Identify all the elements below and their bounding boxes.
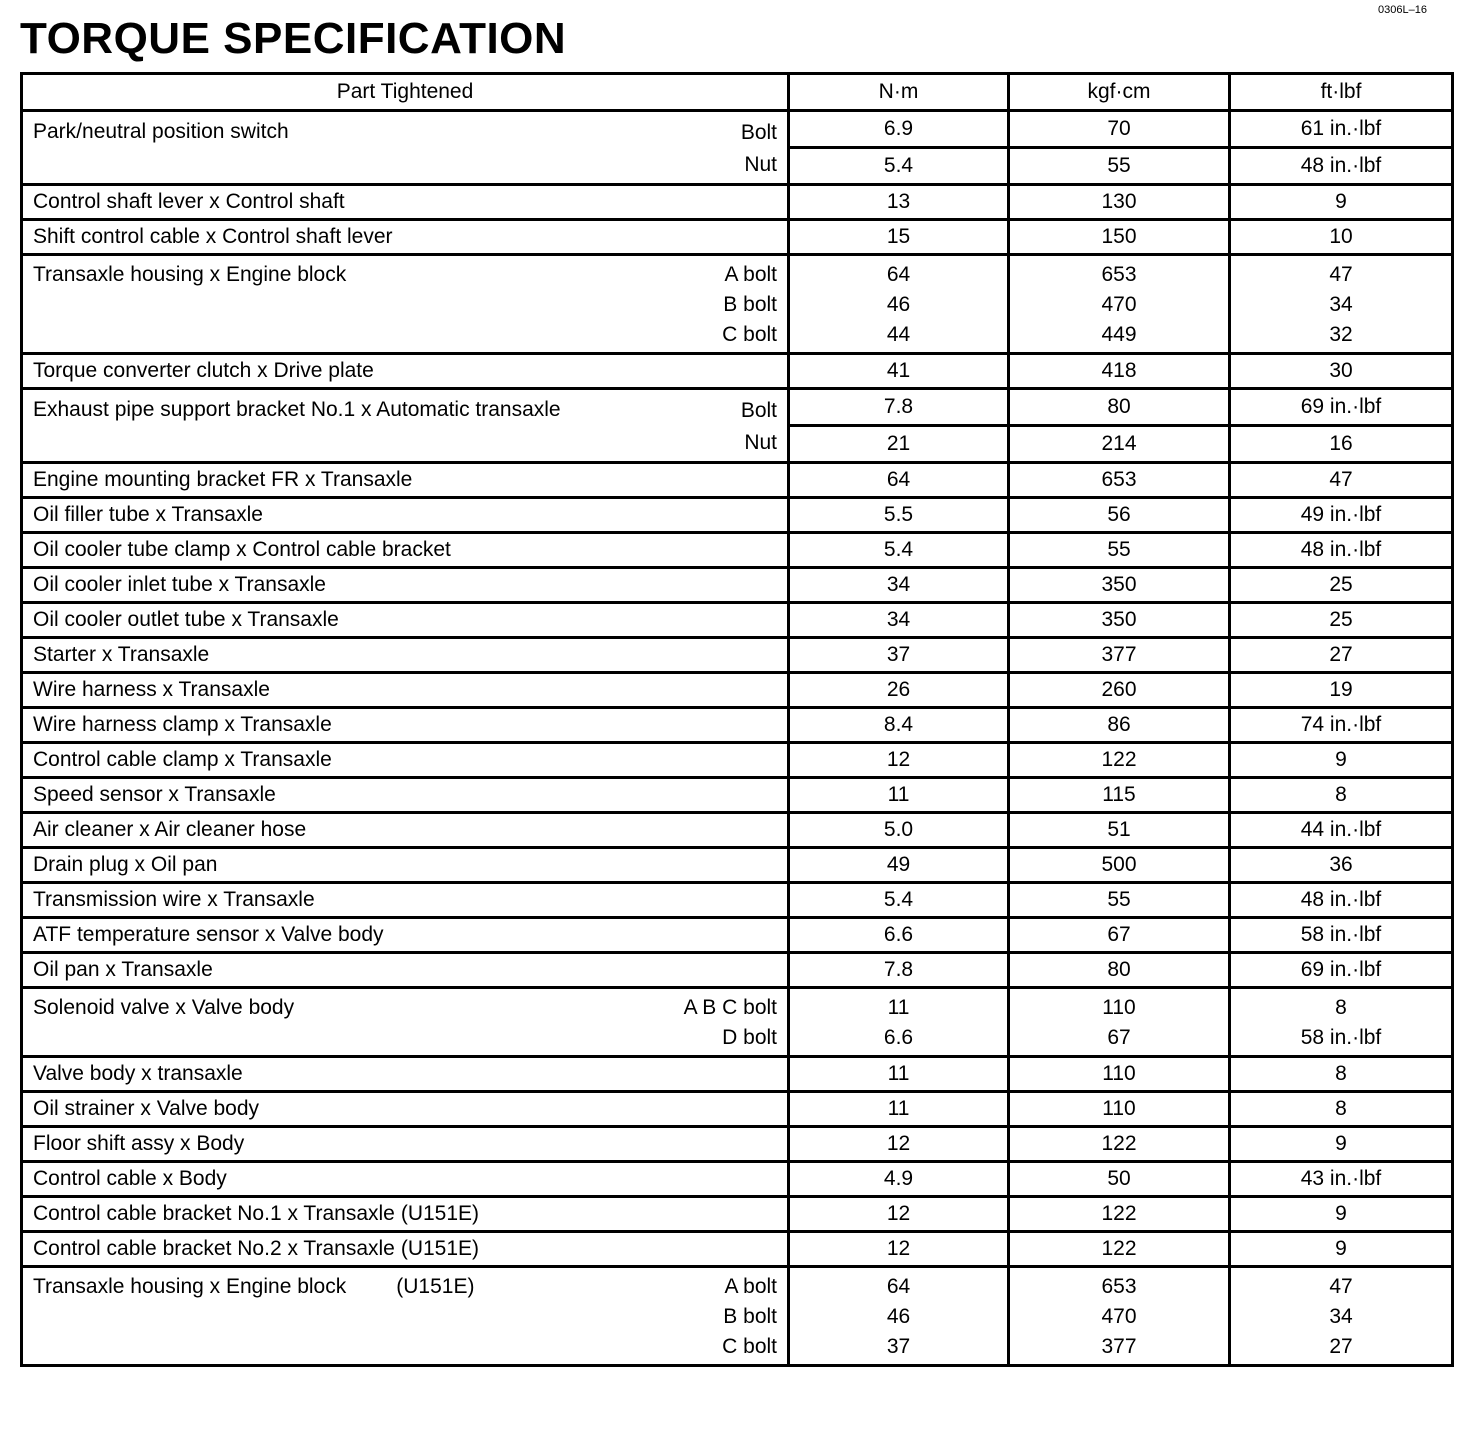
part-inner bbox=[33, 1268, 777, 1362]
value-ft: 16 bbox=[1230, 426, 1453, 463]
value-ft: 47 bbox=[1230, 463, 1453, 498]
value-nm: 37 bbox=[789, 638, 1009, 673]
sub-label: A bolt bbox=[724, 263, 777, 286]
value-nm: 6.6 bbox=[789, 918, 1009, 953]
part-name-wrap bbox=[33, 783, 276, 807]
part-name-wrap bbox=[33, 958, 213, 982]
model-variant: (U151E) bbox=[400, 1202, 480, 1225]
part-name: Starter x Transaxle bbox=[33, 643, 210, 666]
value-kgf: 150 bbox=[1009, 220, 1230, 255]
part-inner bbox=[33, 390, 777, 458]
value-line: 46 bbox=[886, 293, 911, 316]
table-row bbox=[22, 1232, 1453, 1267]
part-cell bbox=[22, 389, 789, 463]
value-nm: 5.4 bbox=[789, 533, 1009, 568]
table-row bbox=[22, 498, 1453, 533]
part-cell bbox=[22, 848, 789, 883]
value-kgf bbox=[1009, 988, 1230, 1057]
value-nm: 8.4 bbox=[789, 708, 1009, 743]
part-name: Oil pan x Transaxle bbox=[33, 958, 213, 981]
table-row bbox=[22, 1057, 1453, 1092]
table-row bbox=[22, 743, 1453, 778]
document-code: 0306L–16 bbox=[1378, 4, 1427, 16]
part-inner bbox=[33, 1097, 777, 1121]
part-name: Control cable bracket No.1 x Transaxle bbox=[33, 1202, 395, 1225]
value-ft: 9 bbox=[1230, 1197, 1453, 1232]
part-name-wrap bbox=[33, 993, 294, 1053]
value-nm bbox=[789, 255, 1009, 354]
value-kgf: 214 bbox=[1009, 426, 1230, 463]
sub-label: C bolt bbox=[722, 323, 777, 346]
value-ft: 61 in.·lbf bbox=[1230, 111, 1453, 148]
value-ft: 8 bbox=[1230, 1092, 1453, 1127]
table-row bbox=[22, 354, 1453, 389]
part-name: Oil cooler tube clamp x Control cable bracket bbox=[33, 538, 451, 561]
value-nm: 7.8 bbox=[789, 389, 1009, 426]
value-line: 34 bbox=[1329, 1305, 1353, 1328]
model-variant: (U151E) bbox=[400, 1237, 480, 1260]
part-inner bbox=[33, 1202, 777, 1226]
part-inner bbox=[33, 783, 777, 807]
value-nm: 15 bbox=[789, 220, 1009, 255]
value-nm: 11 bbox=[789, 1092, 1009, 1127]
value-ft: 8 bbox=[1230, 778, 1453, 813]
value-ft: 58 in.·lbf bbox=[1230, 918, 1453, 953]
part-inner bbox=[33, 468, 777, 492]
value-ft: 48 in.·lbf bbox=[1230, 533, 1453, 568]
part-inner bbox=[33, 643, 777, 667]
part-name-wrap bbox=[33, 1167, 227, 1191]
part-cell bbox=[22, 498, 789, 533]
part-name-wrap bbox=[33, 260, 346, 350]
part-name: Engine mounting bracket FR x Transaxle bbox=[33, 468, 413, 491]
part-name-wrap bbox=[33, 1132, 244, 1156]
value-nm: 34 bbox=[789, 603, 1009, 638]
sub-label: Nut bbox=[744, 431, 777, 454]
part-cell bbox=[22, 568, 789, 603]
value-ft: 9 bbox=[1230, 743, 1453, 778]
part-cell bbox=[22, 185, 789, 220]
part-cell bbox=[22, 1232, 789, 1267]
part-name: ATF temperature sensor x Valve body bbox=[33, 923, 384, 946]
part-name-wrap bbox=[33, 1062, 243, 1086]
table-row bbox=[22, 255, 1453, 354]
part-name-wrap bbox=[33, 225, 393, 249]
sub-label-list bbox=[722, 260, 777, 350]
table-row bbox=[22, 1092, 1453, 1127]
table-row bbox=[22, 813, 1453, 848]
value-ft: 43 in.·lbf bbox=[1230, 1162, 1453, 1197]
value-nm: 12 bbox=[789, 743, 1009, 778]
part-name-wrap bbox=[33, 1202, 479, 1226]
part-name-wrap bbox=[33, 678, 270, 702]
part-name: Transmission wire x Transaxle bbox=[33, 888, 315, 911]
part-name: Wire harness x Transaxle bbox=[33, 678, 270, 701]
header-part: Part Tightened bbox=[22, 74, 789, 111]
value-ft: 27 bbox=[1230, 638, 1453, 673]
part-inner bbox=[33, 713, 777, 737]
part-name-wrap bbox=[33, 853, 217, 877]
table-row bbox=[22, 1162, 1453, 1197]
part-cell bbox=[22, 813, 789, 848]
value-kgf: 55 bbox=[1009, 883, 1230, 918]
part-cell bbox=[22, 603, 789, 638]
part-inner bbox=[33, 225, 777, 249]
part-cell bbox=[22, 220, 789, 255]
value-nm: 6.9 bbox=[789, 111, 1009, 148]
sub-label-list bbox=[741, 112, 777, 180]
part-name: Exhaust pipe support bracket No.1 x Automatic transaxle bbox=[33, 398, 561, 421]
part-name: Control cable bracket No.2 x Transaxle bbox=[33, 1237, 395, 1260]
part-inner bbox=[33, 1132, 777, 1156]
part-inner bbox=[33, 678, 777, 702]
value-nm: 5.0 bbox=[789, 813, 1009, 848]
sub-label: Nut bbox=[744, 153, 777, 176]
value-line: 67 bbox=[1107, 1026, 1131, 1049]
part-cell bbox=[22, 354, 789, 389]
part-cell bbox=[22, 1127, 789, 1162]
sub-label-list bbox=[684, 993, 777, 1053]
value-nm: 5.4 bbox=[789, 883, 1009, 918]
part-name: Valve body x transaxle bbox=[33, 1062, 243, 1085]
value-line: 47 bbox=[1329, 263, 1353, 286]
value-ft: 44 in.·lbf bbox=[1230, 813, 1453, 848]
part-cell bbox=[22, 111, 789, 185]
value-kgf: 80 bbox=[1009, 389, 1230, 426]
value-kgf: 350 bbox=[1009, 603, 1230, 638]
value-ft bbox=[1230, 1267, 1453, 1366]
value-line: 47 bbox=[1329, 1275, 1353, 1298]
value-nm: 7.8 bbox=[789, 953, 1009, 988]
value-ft bbox=[1230, 255, 1453, 354]
table-row bbox=[22, 778, 1453, 813]
part-inner bbox=[33, 112, 777, 180]
part-name: Oil cooler outlet tube x Transaxle bbox=[33, 608, 339, 631]
table-row bbox=[22, 568, 1453, 603]
value-line: 34 bbox=[1329, 293, 1353, 316]
part-name-wrap bbox=[33, 643, 209, 667]
table-row bbox=[22, 389, 1453, 426]
value-nm bbox=[789, 1267, 1009, 1366]
torque-spec-table bbox=[20, 72, 1454, 1367]
value-kgf: 55 bbox=[1009, 148, 1230, 185]
part-name-wrap bbox=[33, 359, 374, 383]
part-name: Oil cooler inlet tube x Transaxle bbox=[33, 573, 326, 596]
part-name-wrap bbox=[33, 573, 326, 597]
part-name-wrap bbox=[33, 1097, 259, 1121]
part-inner bbox=[33, 1237, 777, 1261]
value-kgf: 80 bbox=[1009, 953, 1230, 988]
value-ft: 30 bbox=[1230, 354, 1453, 389]
part-inner bbox=[33, 888, 777, 912]
value-kgf: 260 bbox=[1009, 673, 1230, 708]
value-kgf: 122 bbox=[1009, 743, 1230, 778]
sub-label: D bolt bbox=[722, 1026, 777, 1049]
value-nm: 34 bbox=[789, 568, 1009, 603]
value-kgf: 56 bbox=[1009, 498, 1230, 533]
value-line: 470 bbox=[1101, 1305, 1137, 1328]
value-kgf: 51 bbox=[1009, 813, 1230, 848]
part-name: Speed sensor x Transaxle bbox=[33, 783, 276, 806]
part-cell bbox=[22, 673, 789, 708]
value-nm: 5.4 bbox=[789, 148, 1009, 185]
part-name: Transaxle housing x Engine block bbox=[33, 1275, 347, 1298]
value-kgf: 55 bbox=[1009, 533, 1230, 568]
value-nm: 41 bbox=[789, 354, 1009, 389]
part-name-wrap bbox=[33, 468, 412, 492]
sub-label: Bolt bbox=[740, 399, 777, 422]
part-cell bbox=[22, 533, 789, 568]
value-kgf: 377 bbox=[1009, 638, 1230, 673]
part-inner bbox=[33, 538, 777, 562]
part-name: Oil filler tube x Transaxle bbox=[33, 503, 263, 526]
part-name: Park/neutral position switch bbox=[33, 120, 289, 143]
value-kgf: 350 bbox=[1009, 568, 1230, 603]
sub-label-list bbox=[722, 1272, 777, 1362]
table-row bbox=[22, 918, 1453, 953]
part-name: Air cleaner x Air cleaner hose bbox=[33, 818, 307, 841]
part-cell bbox=[22, 883, 789, 918]
part-cell bbox=[22, 1267, 789, 1366]
part-cell bbox=[22, 463, 789, 498]
part-inner bbox=[33, 190, 777, 214]
part-inner bbox=[33, 989, 777, 1053]
value-nm: 49 bbox=[789, 848, 1009, 883]
part-inner bbox=[33, 853, 777, 877]
table-row bbox=[22, 185, 1453, 220]
part-name: Control cable clamp x Transaxle bbox=[33, 748, 332, 771]
value-ft: 19 bbox=[1230, 673, 1453, 708]
value-line: 8 bbox=[1335, 996, 1347, 1019]
sub-label: B bolt bbox=[723, 293, 777, 316]
part-name: Torque converter clutch x Drive plate bbox=[33, 359, 374, 382]
value-ft: 48 in.·lbf bbox=[1230, 883, 1453, 918]
table-row bbox=[22, 463, 1453, 498]
value-line: 6.6 bbox=[883, 1026, 914, 1049]
value-line: 470 bbox=[1101, 293, 1137, 316]
value-nm: 12 bbox=[789, 1232, 1009, 1267]
part-inner bbox=[33, 503, 777, 527]
value-line: 64 bbox=[886, 1275, 911, 1298]
part-cell bbox=[22, 1057, 789, 1092]
value-kgf: 110 bbox=[1009, 1092, 1230, 1127]
value-line: 11 bbox=[887, 996, 910, 1019]
table-row bbox=[22, 1267, 1453, 1366]
part-cell bbox=[22, 1092, 789, 1127]
value-kgf: 86 bbox=[1009, 708, 1230, 743]
value-kgf: 122 bbox=[1009, 1232, 1230, 1267]
sub-label: Bolt bbox=[740, 121, 777, 144]
value-nm: 64 bbox=[789, 463, 1009, 498]
value-line: 653 bbox=[1101, 263, 1137, 286]
sub-label: B bolt bbox=[723, 1305, 777, 1328]
sub-label: A B C bolt bbox=[683, 996, 777, 1019]
value-line: 64 bbox=[886, 263, 911, 286]
table-row bbox=[22, 673, 1453, 708]
part-cell bbox=[22, 638, 789, 673]
value-kgf: 70 bbox=[1009, 111, 1230, 148]
table-row bbox=[22, 220, 1453, 255]
part-inner bbox=[33, 818, 777, 842]
part-name: Transaxle housing x Engine block bbox=[33, 263, 347, 286]
sub-label: A bolt bbox=[724, 1275, 777, 1298]
part-name: Oil strainer x Valve body bbox=[33, 1097, 260, 1120]
value-nm: 5.5 bbox=[789, 498, 1009, 533]
part-name-wrap bbox=[33, 713, 332, 737]
table-row bbox=[22, 848, 1453, 883]
value-ft: 36 bbox=[1230, 848, 1453, 883]
value-ft: 8 bbox=[1230, 1057, 1453, 1092]
table-row bbox=[22, 988, 1453, 1057]
sub-label: C bolt bbox=[722, 1335, 777, 1358]
value-nm: 26 bbox=[789, 673, 1009, 708]
part-inner bbox=[33, 1167, 777, 1191]
part-name-wrap bbox=[33, 190, 345, 214]
value-nm: 13 bbox=[789, 185, 1009, 220]
value-ft: 9 bbox=[1230, 1232, 1453, 1267]
value-ft: 10 bbox=[1230, 220, 1453, 255]
value-ft: 69 in.·lbf bbox=[1230, 953, 1453, 988]
value-kgf bbox=[1009, 255, 1230, 354]
value-nm bbox=[789, 988, 1009, 1057]
header-nm: N·m bbox=[789, 74, 1009, 111]
value-line: 32 bbox=[1329, 323, 1353, 346]
part-name: Wire harness clamp x Transaxle bbox=[33, 713, 332, 736]
value-kgf: 500 bbox=[1009, 848, 1230, 883]
header-ftlbf: ft·lbf bbox=[1230, 74, 1453, 111]
part-cell bbox=[22, 255, 789, 354]
value-ft: 25 bbox=[1230, 603, 1453, 638]
value-kgf bbox=[1009, 1267, 1230, 1366]
value-ft: 69 in.·lbf bbox=[1230, 389, 1453, 426]
value-nm: 11 bbox=[789, 778, 1009, 813]
value-kgf: 122 bbox=[1009, 1127, 1230, 1162]
value-ft bbox=[1230, 988, 1453, 1057]
part-name-wrap bbox=[33, 888, 315, 912]
value-line: 58 in.·lbf bbox=[1300, 1026, 1382, 1049]
value-line: 110 bbox=[1102, 996, 1136, 1019]
part-inner bbox=[33, 923, 777, 947]
part-cell bbox=[22, 953, 789, 988]
table-header-row bbox=[22, 74, 1453, 111]
part-cell bbox=[22, 1197, 789, 1232]
header-kgfcm: kgf·cm bbox=[1009, 74, 1230, 111]
value-kgf: 67 bbox=[1009, 918, 1230, 953]
part-inner bbox=[33, 958, 777, 982]
value-line: 449 bbox=[1101, 323, 1137, 346]
page-title: TORQUE SPECIFICATION bbox=[20, 14, 567, 63]
value-line: 653 bbox=[1101, 1275, 1137, 1298]
value-nm: 4.9 bbox=[789, 1162, 1009, 1197]
part-name-wrap bbox=[33, 608, 339, 632]
table-row bbox=[22, 638, 1453, 673]
value-nm: 11 bbox=[789, 1057, 1009, 1092]
table-row bbox=[22, 708, 1453, 743]
value-kgf: 122 bbox=[1009, 1197, 1230, 1232]
value-ft: 49 in.·lbf bbox=[1230, 498, 1453, 533]
value-line: 44 bbox=[886, 323, 911, 346]
value-nm: 21 bbox=[789, 426, 1009, 463]
table-row bbox=[22, 883, 1453, 918]
part-cell bbox=[22, 708, 789, 743]
value-line: 37 bbox=[886, 1335, 911, 1358]
part-cell bbox=[22, 778, 789, 813]
part-name: Control shaft lever x Control shaft bbox=[33, 190, 345, 213]
value-nm: 12 bbox=[789, 1197, 1009, 1232]
part-name-wrap bbox=[33, 538, 451, 562]
part-name-wrap bbox=[33, 818, 306, 842]
value-kgf: 110 bbox=[1009, 1057, 1230, 1092]
value-ft: 9 bbox=[1230, 185, 1453, 220]
value-kgf: 115 bbox=[1009, 778, 1230, 813]
part-name-wrap bbox=[33, 1272, 474, 1362]
part-inner bbox=[33, 359, 777, 383]
part-cell bbox=[22, 918, 789, 953]
part-inner bbox=[33, 748, 777, 772]
value-line: 377 bbox=[1101, 1335, 1137, 1358]
part-name: Floor shift assy x Body bbox=[33, 1132, 245, 1155]
sub-label-list bbox=[741, 390, 777, 458]
value-ft: 9 bbox=[1230, 1127, 1453, 1162]
part-inner bbox=[33, 1062, 777, 1086]
value-kgf: 653 bbox=[1009, 463, 1230, 498]
part-name: Solenoid valve x Valve body bbox=[33, 996, 295, 1019]
part-cell bbox=[22, 743, 789, 778]
table-row bbox=[22, 603, 1453, 638]
part-inner bbox=[33, 573, 777, 597]
model-variant: (U151E) bbox=[396, 1275, 475, 1298]
value-line: 46 bbox=[886, 1305, 911, 1328]
table-row bbox=[22, 533, 1453, 568]
value-line: 27 bbox=[1329, 1335, 1353, 1358]
value-kgf: 130 bbox=[1009, 185, 1230, 220]
part-name-wrap bbox=[33, 748, 332, 772]
part-cell bbox=[22, 988, 789, 1057]
value-kgf: 50 bbox=[1009, 1162, 1230, 1197]
part-name: Shift control cable x Control shaft lever bbox=[33, 225, 393, 248]
part-name-wrap bbox=[33, 923, 384, 947]
table-row bbox=[22, 111, 1453, 148]
table-body bbox=[22, 111, 1453, 1366]
value-ft: 48 in.·lbf bbox=[1230, 148, 1453, 185]
part-inner bbox=[33, 608, 777, 632]
table-row bbox=[22, 1127, 1453, 1162]
part-name: Drain plug x Oil pan bbox=[33, 853, 218, 876]
part-cell bbox=[22, 1162, 789, 1197]
part-name: Control cable x Body bbox=[33, 1167, 227, 1190]
part-name-wrap bbox=[33, 1237, 479, 1261]
table-row bbox=[22, 1197, 1453, 1232]
value-kgf: 418 bbox=[1009, 354, 1230, 389]
value-ft: 25 bbox=[1230, 568, 1453, 603]
part-name-wrap bbox=[33, 503, 263, 527]
value-ft: 74 in.·lbf bbox=[1230, 708, 1453, 743]
part-inner bbox=[33, 256, 777, 350]
value-nm: 12 bbox=[789, 1127, 1009, 1162]
table-row bbox=[22, 953, 1453, 988]
